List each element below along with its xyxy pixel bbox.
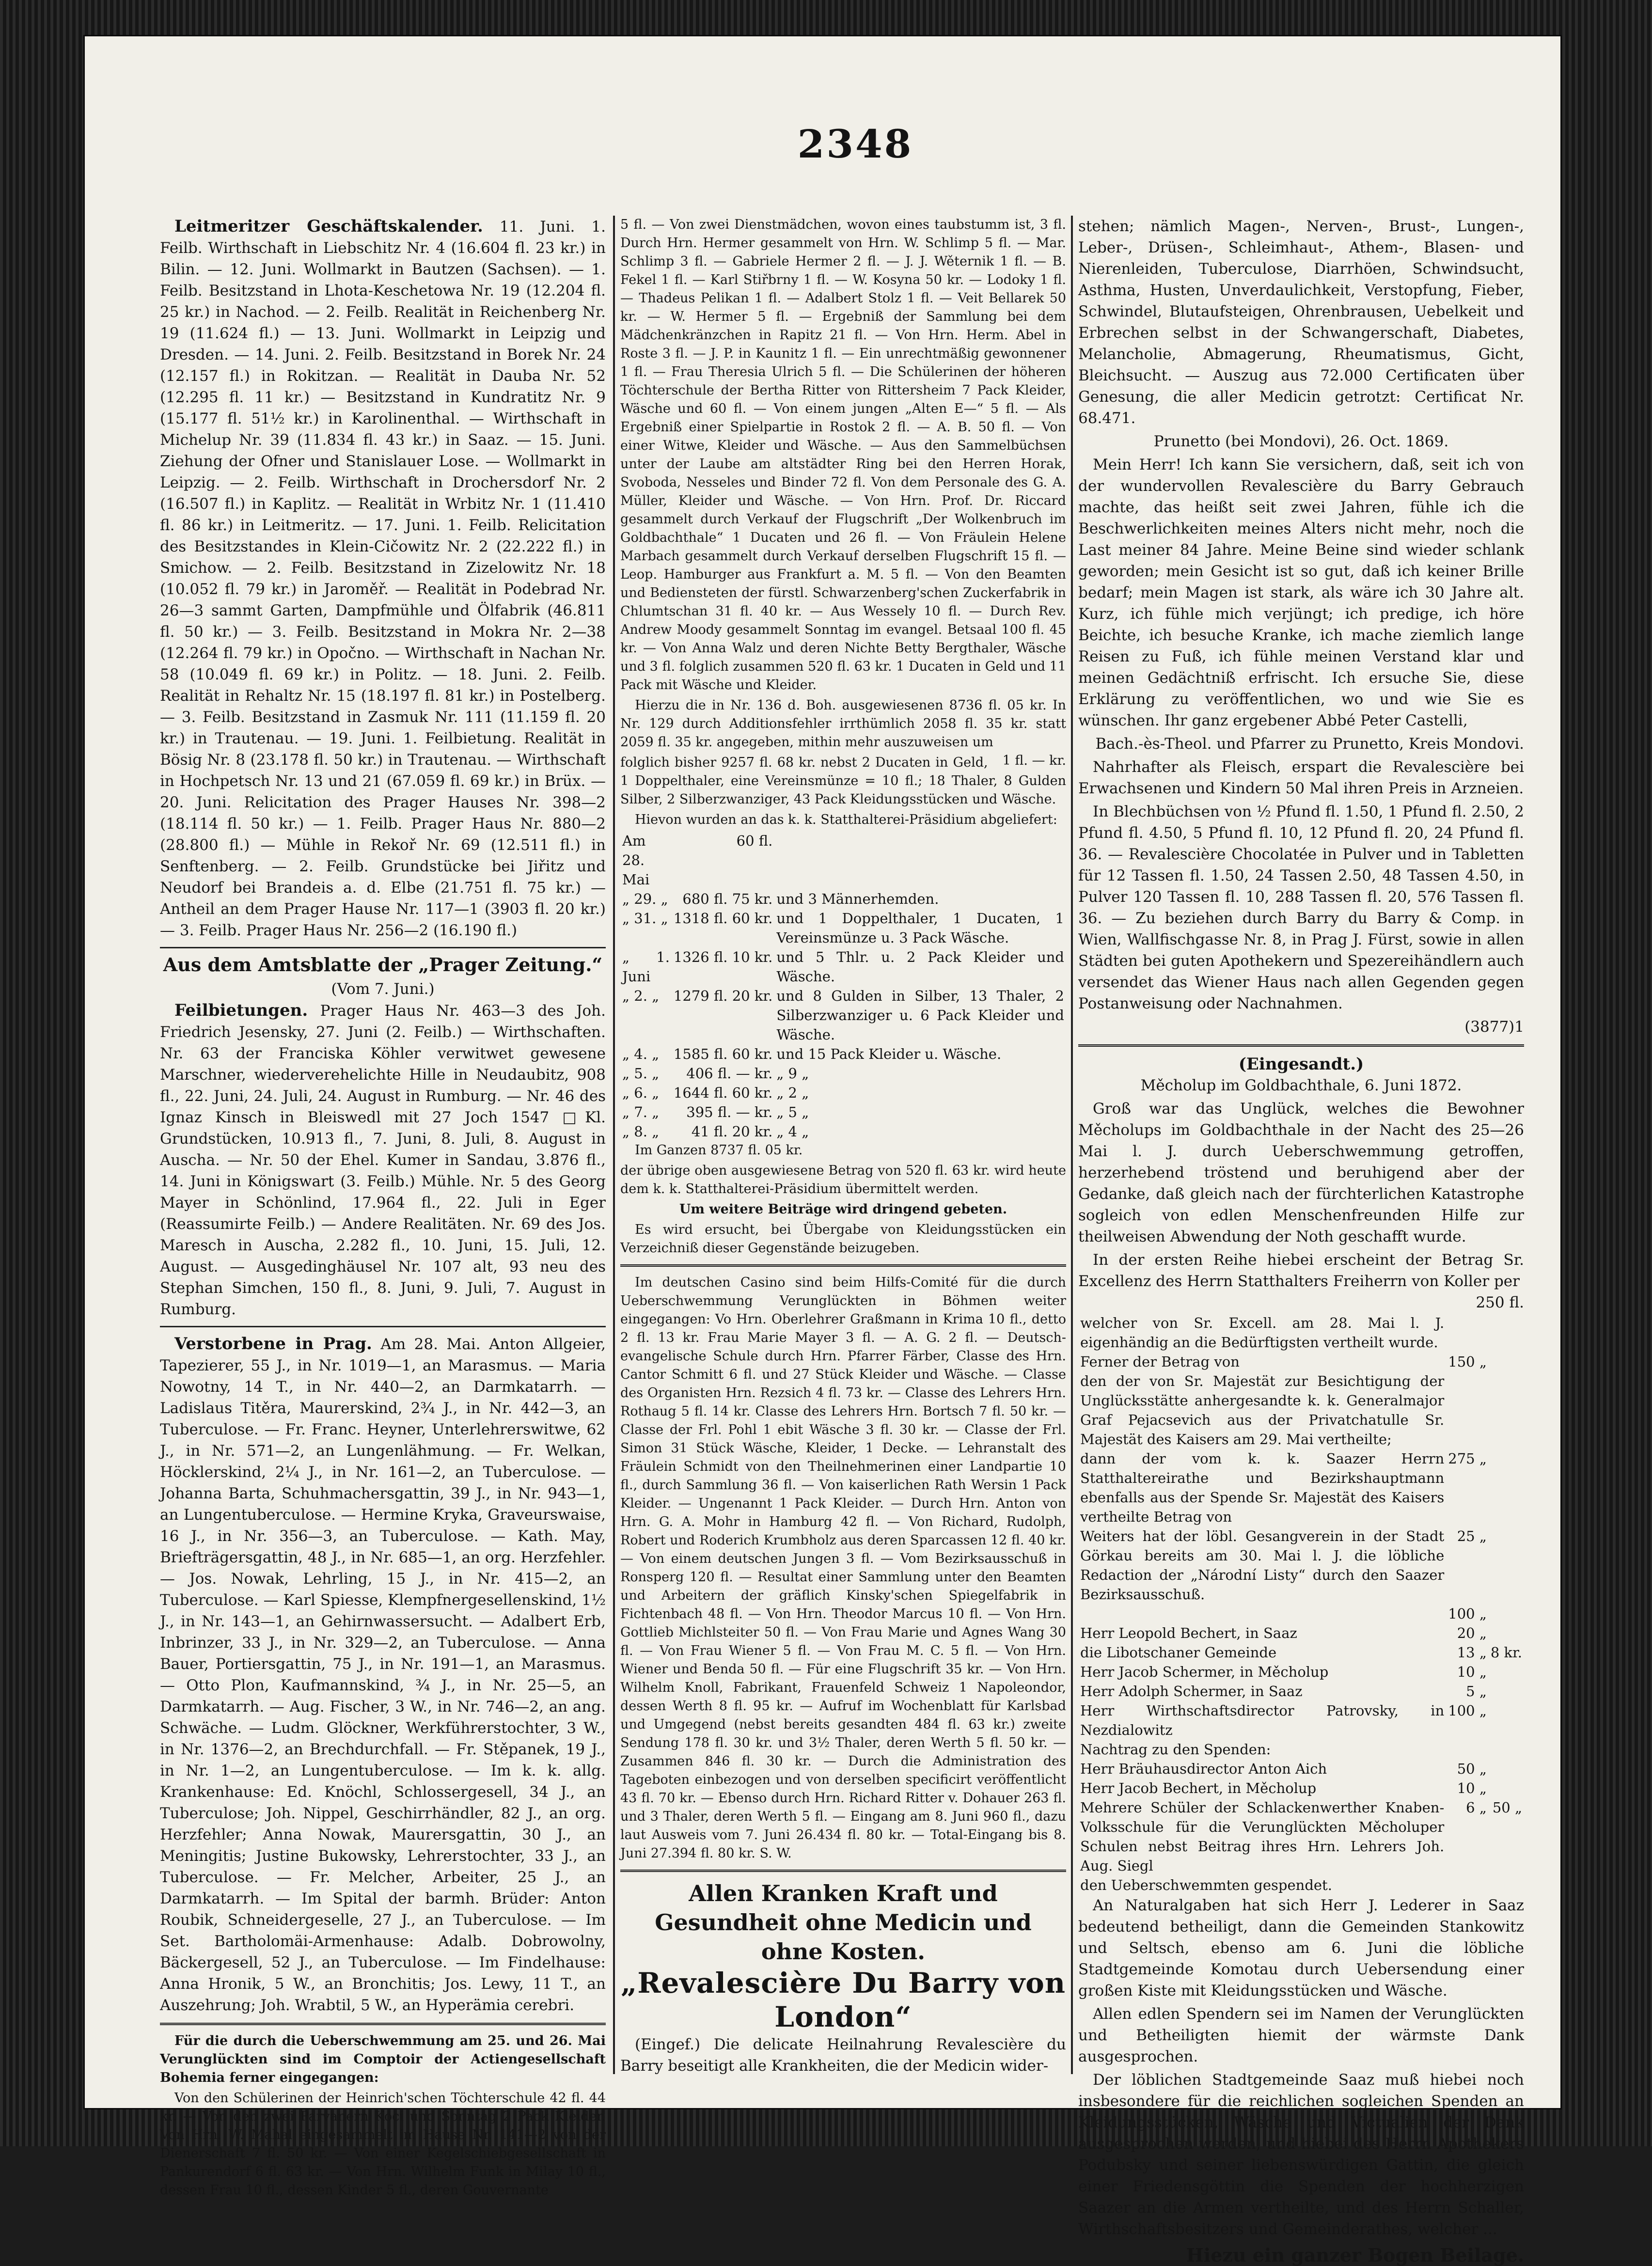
- column-3: [1078, 216, 1524, 2266]
- ledger-amount: 1326 fl. 10 kr.: [673, 949, 773, 965]
- ledger-row: [620, 831, 1066, 889]
- donation-text: Herr Bräuhausdirector Anton Aich: [1080, 1761, 1327, 1777]
- column-2: [620, 216, 1066, 2081]
- feilbietungen-paragraph: [160, 1000, 606, 1320]
- donation-fl: 10 „: [1457, 1780, 1487, 1796]
- donation-text: [1078, 1604, 1446, 1623]
- divider: [160, 947, 606, 948]
- donation-text: Herr Jacob Schermer, in Měcholup: [1080, 1664, 1329, 1680]
- donation-row: [1078, 1313, 1524, 1352]
- ledger-total: [620, 1141, 1066, 1160]
- donation-row: [1078, 1526, 1524, 1604]
- ledger-amount: 395 fl. — kr.: [686, 1104, 773, 1120]
- hierzu-amount: 1 fl. — kr.: [1002, 753, 1066, 768]
- ledger-row: [620, 1122, 1066, 1141]
- donation-kr: [1489, 1623, 1524, 1643]
- ledger-total-amount: 8737 fl. 05 kr.: [710, 1143, 803, 1158]
- appeal-text: Um weitere Beiträge wird dringend gebeten.: [679, 1202, 1007, 1217]
- eingesandt-text-5: Der löblichen Stadtgemeinde Saaz muß hiebei noch insbesondere für die reichlichen sogleichen Spenden an Kleidungsstücken, Wäsche und Victualien der Dank ausgesprochen werden, und hiebei des Herrn Apothekers Podubsky und seiner liebenswürdigen Gattin, die gleich einer Friedensgöttin die Spenden der hochherzigen Saazer an die Armen vertheilte, und des Herrn Schaller, Wirthschaftsbesitzers und Gemeinderathes, welcher ...: [1078, 2071, 1524, 2238]
- ledger-date: „ 1. Juni: [622, 949, 670, 985]
- ledger-row: [620, 1102, 1066, 1122]
- donation-fl: 50 „: [1457, 1761, 1487, 1777]
- ledger-amount: 1279 fl. 20 kr.: [673, 988, 773, 1004]
- donation-fl: [1446, 1740, 1489, 1759]
- donation-text: Nachtrag zu den Spenden:: [1080, 1741, 1271, 1758]
- donation-kr: [1489, 1875, 1524, 1895]
- ledger-amount: 1585 fl. 60 kr.: [673, 1046, 773, 1062]
- donation-row: [1078, 1778, 1524, 1798]
- donation-fl: 6 „: [1466, 1799, 1487, 1816]
- ledger-row: [620, 1083, 1066, 1102]
- newspaper-page: [85, 36, 1560, 2266]
- divider: [620, 1264, 1066, 1267]
- donation-row: [1078, 1604, 1524, 1623]
- hierzu-sentence: Hierzu die in Nr. 136 d. Boh. ausgewiesenen 8736 fl. 05 kr. In Nr. 129 durch Additionsfehler irrthümlich 2058 fl. 35 kr. statt 2059 fl. 35 kr. angegeben, mithin mehr auszuweisen um: [620, 698, 1066, 750]
- ledger-amount: 1644 fl. 60 kr.: [673, 1085, 773, 1101]
- donation-kr: 50 „: [1492, 1799, 1522, 1816]
- donations-list: [1078, 1313, 1524, 1895]
- donation-text: die Libotschaner Gemeinde: [1080, 1644, 1277, 1661]
- beilage-note: Hiezu ein ganzer Bogen Beilage.: [1186, 2244, 1524, 2266]
- spenden-heading: Für die durch die Ueberschwemmung am 25. und 26. Mai Verunglückten sind im Comptoir der Actiengesellschaft Bohemia ferner eingegangen:: [160, 2033, 606, 2085]
- donation-fl: 10 „: [1457, 1664, 1487, 1680]
- ledger-amount: 41 fl. 20 kr.: [691, 1123, 773, 1140]
- donors-text: 5 fl. — Von zwei Dienstmädchen, wovon eines taubstumm ist, 3 fl. Durch Hrn. Hermer gesammelt von Hrn. W. Schlimp 5 fl. — Mar. Schlimp 3 fl. — Gabriele Hermer 2 fl. — J. J. Wěternik 1 fl. — B. Fekel 1 fl. — Karl Stiřbrny 1 fl. — W. Kosyna 50 kr. — Lodoky 1 fl. — Thadeus Pelikan 1 fl. — Adalbert Stolz 1 fl. — Veit Bellarek 50 kr. — W. Hermer 5 fl. — Ergebniß der Sammlung bei dem Mädchenkränzchen in Rapitz 21 fl. — Von Hrn. Herm. Abel in Roste 3 fl. — J. P. in Kaunitz 1 fl. — Ein unrechtmäßig gewonnener 1 fl. — Frau Theresia Ulrich 5 fl. — Die Schülerinen der höheren Töchterschule der Bertha Ritter von Rittersheim 7 Pack Kleider, Wäsche und 60 fl. — Von einem jungen „Alten E—“ 5 fl. — Als Ergebniß einer Spielpartie in Rostok 2 fl. — A. B. 50 fl. — Von einer Witwe, Kleider und Wäsche. — Aus den Sammelbüchsen unter der Laube am altstädter Ring bei den Herren Horak, Svoboda, Nesseles und Binder 72 fl. Von dem Personale des G. A. Müller, Kleider und Wäsche. — Von Hrn. Prof. Dr. Riccard gesammelt durch Verkauf der Flugschrift „Der Wolkenbruch im Goldbachthale“ 1 Ducaten und 26 fl. — Von Fräulein Helene Marbach gesammelt durch Verkauf derselben Flugschrift 15 fl. — Leop. Hamburger aus Frankfurt a. M. 5 fl. — Von den Beamten und Bediensteten der fürstl. Schwarzenberg'schen Zuckerfabrik in Chlumtschan 31 fl. 40 kr. — Aus Wessely 10 fl. — Durch Rev. Andrew Moody gesammelt Sonntag im evangel. Betsaal 100 fl. 45 kr. — Von Anna Walz und deren Nichte Betty Bergthaler, Wäsche und 3 fl. folglich zusammen 520 fl. 63 kr. 1 Ducaten in Geld und 11 Pack mit Wäsche und Kleider.: [620, 217, 1066, 692]
- donation-kr: [1489, 1682, 1524, 1701]
- donation-fl: [1446, 1371, 1489, 1449]
- ad-signature: Bach.-ès-Theol. und Pfarrer zu Prunetto, Kreis Mondovi.: [1095, 735, 1524, 753]
- donation-kr: 8 kr.: [1490, 1644, 1522, 1661]
- ledger-date: „ 8. „: [622, 1123, 660, 1140]
- ad-text-3: In Blechbüchsen von ½ Pfund fl. 1.50, 1 Pfund fl. 2.50, 2 Pfund fl. 4.50, 5 Pfund fl. 10, 12 Pfund fl. 20, 24 Pfund fl. 36. — Revalescière Chocolatée in Pulver und in Tabletten für 12 Tassen fl. 1.50, 24 Tassen 2.50, 48 Tassen 4.50, in Pulver 120 Tassen fl. 10, 288 Tassen fl. 20, 576 Tassen fl. 36. — Zu beziehen durch Barry du Barry & Comp. in Wien, Wallfischgasse Nr. 8, in Prag J. Fürst, sowie in allen Städten bei guten Apothekern und Spezereihändlern auch versendet das Wiener Haus nach allen Gegenden gegen Postanweisung oder Nachnahmen.: [1078, 803, 1524, 1012]
- donation-fl: 5 „: [1466, 1683, 1487, 1700]
- donation-text: Weiters hat der löbl. Gesangverein in der Stadt Görkau bereits am 30. Mai l. J. die löbliche Redaction der „Národní Listy“ durch den Saazer Bezirksausschuß.: [1080, 1528, 1445, 1603]
- folglich-text: folglich bisher 9257 fl. 68 kr. nebst 2 Ducaten in Geld, 1 Doppelthaler, eine Vereinsmünze = 10 fl.; 18 Thaler, 8 Gulden Silber, 2 Silberzwanziger, 43 Pack Kleidungsstücken und Wäsche.: [620, 755, 1066, 807]
- column-rule: [1071, 216, 1073, 2074]
- donation-kr: [1489, 1313, 1524, 1352]
- ledger-total-label: Im Ganzen: [635, 1143, 707, 1158]
- ledger-note: und 3 Männerhemden.: [776, 891, 939, 907]
- donation-fl: 20 „: [1457, 1625, 1487, 1641]
- ledger-date: „ 4. „: [622, 1046, 660, 1062]
- hievon-text: Hievon wurden an das k. k. Statthalterei-Präsidium abgeliefert:: [635, 812, 1057, 827]
- donation-row: [1078, 1662, 1524, 1682]
- ad-code: (3877)1: [1464, 1018, 1524, 1036]
- eingesandt-text-3: An Naturalgaben hat sich Herr J. Lederer in Saaz bedeutend betheiligt, dann die Gemeinden Stankowitz und Seltsch, ebenso am 6. Juni die löbliche Stadtgemeinde Komotau durch Uebersendung einer großen Kiste mit Kleidungsstücken und Wäsche.: [1078, 1897, 1524, 1999]
- donation-row: [1078, 1352, 1524, 1371]
- donation-kr: [1489, 1662, 1524, 1682]
- amtsblatt-title: Aus dem Amtsblatte der „Prager Zeitung.“: [163, 954, 603, 976]
- donation-kr: [1489, 1759, 1524, 1778]
- verstorbene-paragraph: [160, 1333, 606, 2016]
- donation-kr: [1489, 1526, 1524, 1604]
- page-number: 2348: [797, 121, 913, 167]
- eingesandt-title: (Eingesandt.): [1238, 1054, 1364, 1074]
- ledger-row: [620, 1044, 1066, 1064]
- ledger-amount: 60 fl.: [736, 833, 773, 849]
- ledger-note: und 15 Pack Kleider u. Wäsche.: [776, 1046, 1002, 1062]
- ledger-row: [620, 986, 1066, 1044]
- donation-text: welcher von Sr. Excell. am 28. Mai l. J. eigenhändig an die Bedürftigsten vertheilt wurde.: [1080, 1315, 1445, 1351]
- donation-fl: [1446, 1313, 1489, 1352]
- ad-brand: „Revalescière Du Barry von London“: [620, 1967, 1066, 2033]
- donation-fl: 275 „: [1448, 1450, 1487, 1467]
- eingesandt-amount-2: 250 fl.: [1476, 1294, 1524, 1311]
- amtsblatt-subtitle: (Vom 7. Juni.): [331, 980, 435, 998]
- verstorbene-text: Am 28. Mai. Anton Allgeier, Tapezierer, 55 J., in Nr. 1019—1, an Marasmus. — Maria Nowotny, 14 T., in Nr. 440—2, an Darmkatarrh. — Ladislaus Titěra, Maurerskind, 2¾ J., in Nr. 442—3, an Tuberculose. — Fr. Franc. Heyner, Unterlehrerswitwe, 62 J., in Nr. 571—2, an Lungenlähmung. — Fr. Welkan, Höcklerskind, 2¼ J., in Nr. 161—2, an Tuberculose. — Johanna Barta, Schuhmachersgattin, 39 J., in Nr. 943—1, an Lungentuberculose. — Hermine Kryka, Graveurswaise, 16 J., in Nr. 356—3, an Tuberculose. — Kath. May, Briefträgersgattin, 48 J., in Nr. 685—1, an org. Herzfehler. — Jos. Nowak, Lehrling, 15 J., in Nr. 415—2, an Tuberculose. — Karl Spiesse, Klempfnergesellenskind, 1½ J., in Nr. 143—1, an Gehirnwassersucht. — Adalbert Erb, Inbrinzer, 33 J., in Nr. 329—2, an Tuberculose. — Anna Bauer, Portiersgattin, 75 J., in Nr. 191—1, an Marasmus. — Otto Plon, Kaufmannskind, ¾ J., in Nr. 25—5, an Darmkatarrh. — Aug. Fischer, 3 W., in Nr. 746—2, an ang. Schwäche. — Ludm. Glöckner, Werkführerstochter, 3 W., in Nr. 1376—2, an Brechdurchfall. — Fr. Stěpanek, 19 J., in Nr. 1—2, an Lungentuberculose. — Im k. k. allg. Krankenhause: Ed. Knöchl, Schlossergesell, 34 J., an Tuberculose; Joh. Nippel, Geschirrhändler, 82 J., an org. Herzfehler; Anna Nowak, Maurersgattin, 30 J., an Meningitis; Justine Bukowsky, Lehrerstochter, 33 J., an Tuberculose. — Fr. Melcher, Arbeiter, 25 J., an Darmkatarrh. — Im Spital der barmh. Brüder: Anton Roubik, Schneidergeselle, 27 J., an Tuberculose. — Im Set. Bartholomäi-Armenhause: Adalb. Dobrowolny, Bäckergesell, 52 J., an Tuberculose. — Im Findelhause: Anna Hronik, 5 W., an Bronchitis; Jos. Lewy, 11 T., an Auszehrung; Joh. Wrabtil, 5 W., an Hyperämia cerebri.: [160, 1336, 606, 2014]
- ledger-note: und 5 Thlr. u. 2 Pack Kleider und Wäsche.: [776, 949, 1064, 985]
- remaining-text: der übrige oben ausgewiesene Betrag von 520 fl. 63 kr. wird heute dem k. k. Statthalterei-Präsidium übermittelt werden.: [620, 1163, 1066, 1196]
- ledger-date: „ 2. „: [622, 988, 660, 1004]
- donation-text: dann der vom k. k. Saazer Herrn Statthaltereirathe und Bezirkshauptmann ebenfalls aus der Spende Sr. Majestät des Kaisers vertheilte Betrag von: [1080, 1450, 1445, 1525]
- hierzu-text: [620, 696, 1066, 768]
- kalender-paragraph: [160, 216, 606, 941]
- delivery-ledger: [620, 831, 1066, 1141]
- request-text: Es wird ersucht, bei Übergabe von Kleidungsstücken ein Verzeichniß dieser Gegenstände beizugeben.: [620, 1222, 1066, 1256]
- divider: [620, 1870, 1066, 1872]
- ledger-amount: 406 fl. — kr.: [686, 1065, 773, 1082]
- donation-text: Mehrere Schüler der Schlackenwerther Knaben-Volksschule für die Verunglückten Měcholuper Schulen nebst Beitrag ihres Hrn. Lehrers Joh. Aug. Siegl: [1080, 1799, 1445, 1874]
- donation-row: [1078, 1643, 1524, 1662]
- ad-text: (Eingef.) Die delicate Heilnahrung Revalescière du Barry beseitigt alle Krankheiten, die der Medicin wider-: [620, 2036, 1066, 2075]
- donation-row: [1078, 1759, 1524, 1778]
- ledger-note: „ 2 „: [776, 1085, 809, 1101]
- column-rule: [613, 216, 615, 2074]
- donation-text: Herr Wirthschaftsdirector Patrovsky, in Nezdialowitz: [1080, 1702, 1445, 1738]
- donation-kr: [1489, 1352, 1524, 1371]
- ledger-amount: 1318 fl. 60 kr.: [673, 910, 773, 927]
- ledger-note: „ 9 „: [776, 1065, 809, 1082]
- donation-text: Ferner der Betrag von: [1080, 1353, 1240, 1370]
- divider: [1078, 1044, 1524, 1047]
- eingesandt-text: Groß war das Unglück, welches die Bewohner Měcholups im Goldbachthale in der Nacht des 25—26 Mai l. J. durch Ueberschwemmung getroffen, herzerhebend tröstend und beruhigend aber der Gedanke, daß gleich nach der fürchterlichen Katastrophe sogleich von edlen Menschenfreunden Hilfe zur theilweisen Abwendung der Noth geschafft wurde.: [1078, 1100, 1524, 1245]
- ledger-date: „ 5. „: [622, 1065, 660, 1082]
- donation-fl: 13 „: [1457, 1644, 1487, 1661]
- ledger-row: [620, 909, 1066, 947]
- divider: [160, 1326, 606, 1327]
- ledger-date: „ 6. „: [622, 1085, 660, 1101]
- ledger-note: und 1 Doppelthaler, 1 Ducaten, 1 Vereinsmünze u. 3 Pack Wäsche.: [776, 910, 1064, 946]
- donation-text: den der von Sr. Majestät zur Besichtigung der Unglücksstätte anhergesandte k. k. Generalmajor Graf Pejacsevich aus der Privatchatulle Sr. Majestät des Kaisers am 29. Mai vertheilte;: [1080, 1373, 1445, 1448]
- ledger-note: „ 4 „: [776, 1123, 809, 1140]
- donation-fl: 25 „: [1457, 1528, 1487, 1544]
- casino-text: Im deutschen Casino sind beim Hilfs-Comité für die durch Ueberschwemmung Verunglückten in Böhmen weiter eingegangen: Vo Hrn. Oberlehrer Graßmann in Krima 10 fl., detto 2 fl. 13 kr. Frau Marie Mayer 3 fl. — A. G. 2 fl. — Deutsch-evangelische Schule durch Hrn. Pfarrer Färber, Classe des Hrn. Cantor Schmitt 6 fl. und 27 Stück Kleider und Wäsche. — Classe des Organisten Hrn. Rezsich 4 fl. 73 kr. — Classe des Lehrers Hrn. Rothaug 5 fl. 14 kr. Classe des Lehrers Hrn. Bortsch 7 fl. 50 kr. — Classe der Frl. Pohl 1 ebit Wäsche 3 fl. 30 kr. — Classe der Frl. Simon 31 Stück Wäsche, Kleider, 1 Decke. — Lehranstalt des Fräulein Schmidt von den Theilnehmerinen einer Landpartie 10 fl., durch Sammlung 36 fl. — Von kaiserlichen Rath Wersin 1 Pack Kleider. — Ungenannt 1 Pack Kleider. — Durch Hrn. Anton von Hrn. G. A. Mohr in Hamburg 42 fl. — Von Richard, Rudolph, Robert und Roderich Krumbholz aus deren Sparcassen 12 fl. 40 kr. — Von einem deutschen Jungen 3 fl. — Vom Bezirksausschuß in Ronsperg 120 fl. — Resultat einer Sammlung unter den Beamten und Arbeitern der gräflich Kinsky'schen Spiegelfabrik in Fichtenbach 48 fl. — Von Hrn. Theodor Marcus 10 fl. — Von Hrn. Gottlieb Michlsteiter 50 fl. — Von Frau Marie und Agnes Wang 30 fl. — Von Frau Wiener 5 fl. — Von Frau M. C. 5 fl. — Von Hrn. Wiener und Benda 50 fl. — Für eine Flugschrift 35 kr. — Von Hrn. Wilhelm Knoll, Fabrikant, Frauenfeld Schweiz 1 Napoleondor, dessen Werth 8 fl. 95 kr. — Aufruf im Wochenblatt für Karlsbad und Umgegend (nebst bereits gesandten 484 fl. 63 kr.) zweite Sendung 178 fl. 30 kr. und 3½ Thaler, deren Werth 5 fl. 50 kr. — Zusammen 846 fl. 30 kr. — Durch die Administration des Tageboten einbezogen und von derselben specificirt veröffentlicht 43 fl. 70 kr. — Ebenso durch Hrn. Richard Ritter v. Dohauer 263 fl. und 3 Thaler, deren Werth 5 fl. — Eingang am 8. Juni 960 fl., dazu laut Ausweis vom 7. Juni 26.434 fl. 80 kr. — Total-Eingang bis 8. Juni 27.394 fl. 80 kr. S. W.: [620, 1275, 1066, 1861]
- eingesandt-sentence-2: In der ersten Reihe hiebei erscheint der Betrag Sr. Excellenz des Herrn Statthalters Freiherrn von Koller per: [1078, 1251, 1524, 1290]
- ledger-date: „ 29. „: [622, 891, 668, 907]
- ad-continuation: stehen; nämlich Magen-, Nerven-, Brust-, Lungen-, Leber-, Drüsen-, Schleimhaut-, Athem-, Blasen- und Nierenleiden, Tuberculose, Diarrhöen, Schwindsucht, Asthma, Husten, Unverdaulichkeit, Verstopfung, Fieber, Schwindel, Blutaufsteigen, Ohrenbrausen, Uebelkeit und Erbrechen selbst in der Schwangerschaft, Diabetes, Melancholie, Abmagerung, Rheumatismus, Gicht, Bleichsucht. — Auszug aus 72.000 Certificaten über Genesung, die aller Medicin getrotzt: Certificat Nr. 68.471.: [1078, 218, 1524, 427]
- feilbietungen-heading: Feilbietungen.: [174, 1001, 308, 1020]
- verstorbene-heading: Verstorbene in Prag.: [174, 1334, 372, 1353]
- column-1: [160, 216, 606, 2198]
- donation-fl: 100 „: [1448, 1702, 1487, 1719]
- donation-row: [1078, 1682, 1524, 1701]
- donation-row: [1078, 1701, 1524, 1740]
- ledger-row: [620, 947, 1066, 986]
- divider: [160, 2023, 606, 2025]
- ledger-row: [620, 1064, 1066, 1083]
- ad-text-2: Nahrhafter als Fleisch, erspart die Revalescière bei Erwachsenen und Kindern 50 Mal ihren Preis in Arzneien.: [1078, 758, 1524, 797]
- kalender-text: 11. Juni. 1. Feilb. Wirthschaft in Liebschitz Nr. 4 (16.604 fl. 23 kr.) in Bilin. — 12. Juni. Wollmarkt in Bautzen (Sachsen). — 1. Feilb. Besitzstand in Lhota-Keschetowa Nr. 19 (12.204 fl. 25 kr.) in Nachod. — 2. Feilb. Realität in Reichenberg Nr. 19 (11.624 fl.) — 13. Juni. Wollmarkt in Leipzig und Dresden. — 14. Juni. 2. Feilb. Besitzstand in Borek Nr. 24 (12.157 fl.) in Rokitzan. — Realität in Dauba Nr. 52 (12.295 fl. 11 kr.) — Besitzstand in Kundratitz Nr. 9 (15.177 fl. 51½ kr.) in Karolinenthal. — Wirthschaft in Michelup Nr. 39 (11.834 fl. 43 kr.) in Saaz. — 15. Juni. Ziehung der Ofner und Stanislauer Lose. — Wollmarkt in Leipzig. — 2. Feilb. Wirthschaft in Drochersdorf Nr. 2 (16.507 fl.) in Kaplitz. — Realität in Wrbitz Nr. 1 (11.410 fl. 86 kr.) in Leitmeritz. — 17. Juni. 1. Feilb. Relicitation des Besitzstandes in Klein-Cičowitz Nr. 2 (22.222 fl.) in Smichow. — 2. Feilb. Besitzstand in Zizelowitz Nr. 18 (10.052 fl. 79 kr.) in Jaroměř. — Realität in Podebrad Nr. 26—3 sammt Garten, Dampfmühle und Ölfabrik (46.811 fl. 50 kr.) — 3. Feilb. Besitzstand in Mokra Nr. 2—38 (12.264 fl. 79 kr.) in Opočno. — Wirthschaft in Nachan Nr. 58 (10.049 fl. 69 kr.) in Politz. — 18. Juni. 2. Feilb. Realität in Rehaltz Nr. 15 (18.197 fl. 81 kr.) in Postelberg. — 3. Feilb. Besitzstand in Zasmuk Nr. 111 (11.159 fl. 20 kr.) in Trautenau. — 19. Juni. 1. Feilbietung. Realität in Bösig Nr. 8 (23.178 fl. 50 kr.) in Trautenau. — Wirthschaft in Hochpetsch Nr. 13 und 21 (67.059 fl. 69 kr.) in Brüx. — 20. Juni. Relicitation des Prager Hauses Nr. 398—2 (18.114 fl. 50 kr.) — 1. Feilb. Prager Haus Nr. 880—2 (28.800 fl.) — Mühle in Rekoř Nr. 69 (12.511 fl.) in Senftenberg. — 2. Feilb. Grundstücke bei Jiřitz und Neudorf bei Brandeis a. d. Elbe (21.751 fl. 75 kr.) — Antheil an dem Prager Hause Nr. 117—1 (3903 fl. 20 kr.) — 3. Feilb. Prager Haus Nr. 256—2 (16.190 fl.): [160, 218, 606, 939]
- donation-kr: [1489, 1604, 1524, 1623]
- ledger-note: „ 5 „: [776, 1104, 809, 1120]
- donation-text: Herr Adolph Schermer, in Saaz: [1080, 1683, 1303, 1700]
- ledger-date: Am 28. Mai: [622, 833, 650, 888]
- kalender-heading: Leitmeritzer Geschäftskalender.: [174, 217, 483, 236]
- donation-kr: [1489, 1371, 1524, 1449]
- donation-kr: [1489, 1449, 1524, 1526]
- ledger-note: [774, 831, 1066, 889]
- eingesandt-text-2: [1078, 1249, 1524, 1311]
- feilbietungen-text: Prager Haus Nr. 463—3 des Joh. Friedrich Jesensky, 27. Juni (2. Feilb.) — Wirthschaften. Nr. 63 der Franciska Köhler verwitwet gewesene Marschner, wiederverehelichte Hille in Neudaubitz, 908 fl., 22. Juni, 24. Juli, 24. August in Rumburg. — Nr. 46 des Ignaz Kinsch in Bleiswedl mit 27 Joch 1547 □Kl. Grundstücken, 10.913 fl., 7. Juni, 8. Juli, 8. August in Auscha. — Nr. 50 der Ehel. Kumer in Sandau, 3.876 fl., 14. Juni in Königswart (3. Feilb.) Mühle. Nr. 5 des Georg Mayer in Schönlind, 17.964 fl., 22. Juli in Eger (Reassumirte Feilb.) — Andere Realitäten. Nr. 69 des Jos. Maresch in Auscha, 2.282 fl., 10. Juni, 15. Juli, 12. August. — Ausgedinghäusel Nr. 107 alt, 93 neu des Stephan Simchen, 150 fl., 8. Juni, 9. Juli, 7. August in Rumburg.: [160, 1002, 606, 1318]
- ad-letter: Mein Herr! Ich kann Sie versichern, daß, seit ich von der wundervollen Revalescière du Barry Gebrauch machte, das heißt seit zwei Jahren, fühle ich die Beschwerlichkeiten meines Alters nicht mehr, noch die Last meiner 84 Jahre. Meine Beine sind wieder schlank geworden; mein Gesicht ist so gut, daß ich keiner Brille bedarf; mein Magen ist stark, als wäre ich 30 Jahre alt. Kurz, ich fühle mich verjüngt; ich predige, ich höre Beichte, ich besuche Kranke, ich mache ziemlich lange Reisen zu Fuß, ich fühle meinen Verstand klar und meinen Gedächtniß erfrischt. Ich ersuche Sie, diese Erklärung zu veröffentlichen, wo und wie Sie es wünschen. Ihr ganz ergebener Abbé Peter Castelli,: [1078, 456, 1524, 729]
- donation-row: [1078, 1798, 1524, 1875]
- ledger-date: „ 7. „: [622, 1104, 660, 1120]
- ad-place: Prunetto (bei Mondovi), 26. Oct. 1869.: [1153, 433, 1449, 450]
- donation-fl: [1446, 1875, 1489, 1895]
- donation-text: Herr Jacob Bechert, in Měcholup: [1080, 1780, 1317, 1796]
- spenden-text: Von den Schülerinen der Heinrich'schen Töchterschule 42 fl. 44 kr. — Von den zwei Parvanern Koci und Sonntag 2 Pack Kleider. Von Hrn. W. Mahal eingesammelt im Hause Nr. 141—2 von der Dienerschaft 7 fl. 50 kr. — Von einer Kegelschiebgesellschaft in Pankurendorf 6 fl. 63 kr. — Von Hrn. Wilhelm Funk in Milay 10 fl., dessen Frau 10 fl., dessen Kinder 5 fl., deren Gouvernante: [160, 2091, 606, 2198]
- ledger-date: „ 31. „: [622, 910, 668, 927]
- donation-row: [1078, 1875, 1524, 1895]
- donation-fl: 100 „: [1448, 1605, 1487, 1622]
- donation-row: [1078, 1449, 1524, 1526]
- donation-text: den Ueberschwemmten gespendet.: [1080, 1877, 1332, 1893]
- donation-kr: [1489, 1740, 1524, 1759]
- ledger-note: und 8 Gulden in Silber, 13 Thaler, 2 Silberzwanziger u. 6 Pack Kleider und Wäsche.: [776, 988, 1064, 1043]
- donation-row: [1078, 1740, 1524, 1759]
- ledger-amount: 680 fl. 75 kr.: [682, 891, 773, 907]
- donation-kr: [1489, 1778, 1524, 1798]
- donation-row: [1078, 1623, 1524, 1643]
- donation-fl: 150 „: [1448, 1353, 1487, 1370]
- ad-title: Allen Kranken Kraft und Gesundheit ohne Medicin und ohne Kosten.: [655, 1880, 1032, 1965]
- donation-row: [1078, 1371, 1524, 1449]
- donation-text: Herr Leopold Bechert, in Saaz: [1080, 1625, 1297, 1641]
- ledger-row: [620, 889, 1066, 909]
- donation-kr: [1489, 1701, 1524, 1740]
- eingesandt-text-4: Allen edlen Spendern sei im Namen der Verunglückten und Betheiligten hiemit der wärmste Dank ausgesprochen.: [1078, 2005, 1524, 2065]
- eingesandt-place: Měcholup im Goldbachthale, 6. Juni 1872.: [1140, 1077, 1462, 1094]
